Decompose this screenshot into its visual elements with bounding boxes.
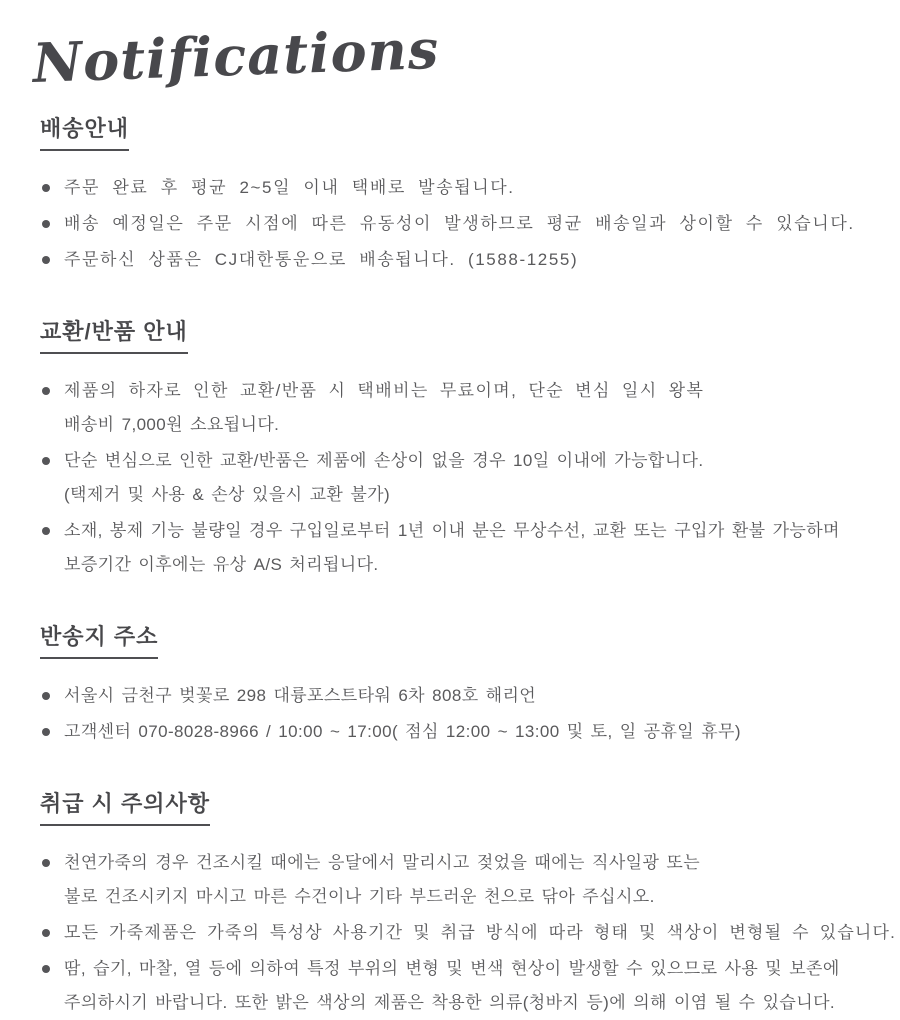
precautions-list <box>40 846 897 1020</box>
list-item <box>40 374 890 442</box>
list-item-text: 천연가죽의 경우 건조시킬 때에는 응달에서 말리시고 젖었을 때에는 직사일광 또는 <box>64 853 701 873</box>
bullet-icon <box>42 184 50 192</box>
list-item-lines <box>64 207 890 241</box>
list-item <box>40 207 890 241</box>
list-item-lines <box>64 952 890 1020</box>
list-item-text: 보증기간 이후에는 유상 A/S 처리됩니다. <box>64 555 379 575</box>
list-item-lines <box>64 916 897 950</box>
bullet-icon <box>42 527 50 535</box>
section-exchange-title <box>40 315 890 354</box>
bullet-icon <box>42 728 50 736</box>
list-item-lines <box>64 171 890 205</box>
return-address-text: 서울시 금천구 벚꽃로 298 대륭포스트타워 6차 808호 해리언 <box>64 686 537 706</box>
list-item-text: 배송 예정일은 주문 시점에 따른 유동성이 발생하므로 평균 배송일과 상이할 수 있습니다. <box>64 214 855 234</box>
section-shipping-title <box>40 112 890 151</box>
bullet-icon <box>42 859 50 867</box>
list-item-text: 모든 가죽제품은 가죽의 특성상 사용기간 및 취급 방식에 따라 형태 및 색상이 변형될 수 있습니다. <box>64 923 897 943</box>
list-item-text: 주의하시기 바랍니다. 또한 밝은 색상의 제품은 착용한 의류(청바지 등)에 의해 이염 될 수 있습니다. <box>64 993 836 1013</box>
list-item <box>40 952 890 1020</box>
list-item-text: 주문 완료 후 평균 2~5일 이내 택배로 발송됩니다. <box>64 178 515 198</box>
list-item-lines <box>64 846 890 914</box>
section-title-text: 반송지 주소 <box>40 620 158 659</box>
bullet-icon <box>42 457 50 465</box>
list-item-text: (택제거 및 사용 & 손상 있을시 교환 불가) <box>64 485 391 505</box>
list-item <box>40 715 890 749</box>
list-item <box>40 444 890 512</box>
list-item <box>40 846 890 914</box>
list-item-lines <box>64 444 890 512</box>
list-item-text: 주문하신 상품은 CJ대한통운으로 배송됩니다. (1588-1255) <box>64 250 579 270</box>
list-item-lines <box>64 514 890 582</box>
section-title-text: 취급 시 주의사항 <box>40 787 210 826</box>
return-address-list <box>40 679 890 749</box>
list-item-text: 배송비 7,000원 소요됩니다. <box>64 415 280 435</box>
bullet-icon <box>42 387 50 395</box>
section-title-text: 배송안내 <box>40 112 129 151</box>
bullet-icon <box>42 929 50 937</box>
customer-center-text: 고객센터 070-8028-8966 / 10:00 ~ 17:00( 점심 12:00 ~ 13:00 및 토, 일 공휴일 휴무) <box>64 722 741 742</box>
section-exchange-return-info <box>40 315 890 582</box>
list-item <box>40 171 890 205</box>
list-item-text: 단순 변심으로 인한 교환/반품은 제품에 손상이 없을 경우 10일 이내에 가능합니다. <box>64 451 704 471</box>
list-item-lines <box>64 243 890 277</box>
list-item-text: 제품의 하자로 인한 교환/반품 시 택배비는 무료이며, 단순 변심 일시 왕복 <box>64 381 705 401</box>
section-handling-precautions <box>40 787 897 1020</box>
bullet-icon <box>42 692 50 700</box>
list-item-text: 소재, 봉제 기능 불량일 경우 구입일로부터 1년 이내 분은 무상수선, 교환 또는 구입가 환불 가능하며 <box>64 521 840 541</box>
list-item <box>40 243 890 277</box>
list-item-text: 불로 건조시키지 마시고 마른 수건이나 기타 부드러운 천으로 닦아 주십시오. <box>64 887 655 907</box>
list-item-lines <box>64 679 890 713</box>
page-title: Notifications <box>31 16 441 96</box>
section-return-address-title <box>40 620 890 659</box>
list-item <box>40 514 890 582</box>
list-item <box>40 916 897 950</box>
section-precautions-title <box>40 787 890 826</box>
bullet-icon <box>42 965 50 973</box>
bullet-icon <box>42 220 50 228</box>
section-shipping-info <box>40 112 890 277</box>
list-item-text: 땀, 습기, 마찰, 열 등에 의하여 특정 부위의 변형 및 변색 현상이 발생할 수 있으므로 사용 및 보존에 <box>64 959 840 979</box>
bullet-icon <box>42 256 50 264</box>
list-item-lines <box>64 715 890 749</box>
section-return-address <box>40 620 890 749</box>
list-item <box>40 679 890 713</box>
section-title-text: 교환/반품 안내 <box>40 315 188 354</box>
shipping-list <box>40 171 890 277</box>
list-item-lines <box>64 374 890 442</box>
exchange-list <box>40 374 890 582</box>
